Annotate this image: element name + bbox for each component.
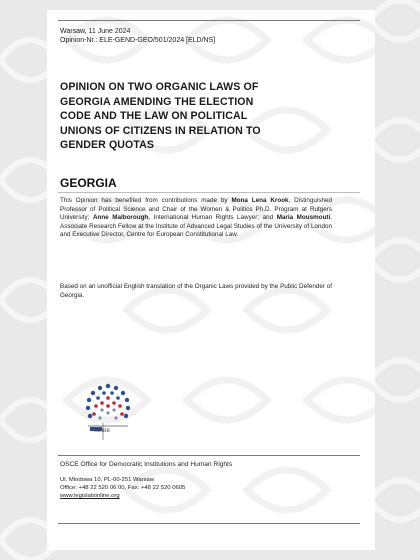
country-rule (58, 192, 360, 193)
translation-note: Based on an unofficial English translation of the Organic Laws provided by the Public Defender of Georgia. (60, 283, 332, 299)
contributions-paragraph (60, 197, 332, 240)
contributor-role: , International Human Rights Lawyer; and (148, 214, 277, 222)
footer-top-rule (58, 455, 360, 456)
contributor-name: Maria Mousmouti (276, 214, 331, 222)
phone-fax: Office: +48 22 520 06 00, Fax: +48 22 520 0605 (60, 485, 186, 491)
title-line: GEORGIA AMENDING THE ELECTION (60, 95, 254, 108)
contributor-role: , Associate Research Fellow at the Institute of Advanced Legal Studies of the University of London and Executive Director, Centre for European Constitutional Law. (60, 214, 333, 239)
title-line: UNIONS OF CITIZENS IN RELATION TO (60, 124, 261, 137)
website-link[interactable]: www.legislationline.org (60, 493, 120, 499)
opinion-number: Opinion-Nr.: ELE-GEND-GEO/501/2024 [ELD/NS] (60, 37, 216, 44)
contributor-role: , Distinguished Professor of Political Science and Chair of the Women & Politics Ph.D. Program at Rutgers University; (60, 197, 332, 222)
document-title (60, 80, 310, 153)
contributions-intro: This Opinion has benefited from contributions made by (60, 197, 232, 204)
title-line: OPINION ON TWO ORGANIC LAWS OF (60, 81, 259, 93)
country-heading: GEORGIA (60, 176, 117, 190)
title-line: CODE AND THE LAW ON POLITICAL (60, 110, 248, 123)
footer-bottom-rule (58, 523, 360, 524)
document-date: Warsaw, 11 June 2024 (60, 28, 131, 35)
title-line: GENDER QUOTAS (60, 139, 155, 152)
osce-odihr-logo (60, 378, 150, 448)
top-rule (58, 20, 360, 21)
contributor-name: Anne Malborough (92, 214, 149, 222)
organization-name: OSCE Office for Democratic Institutions and Human Rights (60, 461, 233, 468)
odihr-logo-text: ODIHR (94, 429, 111, 434)
postal-address: Ul. Miodowa 10, PL-00-251 Warsaw (60, 477, 155, 483)
contributor-name: Mona Lena Krook (231, 197, 289, 204)
